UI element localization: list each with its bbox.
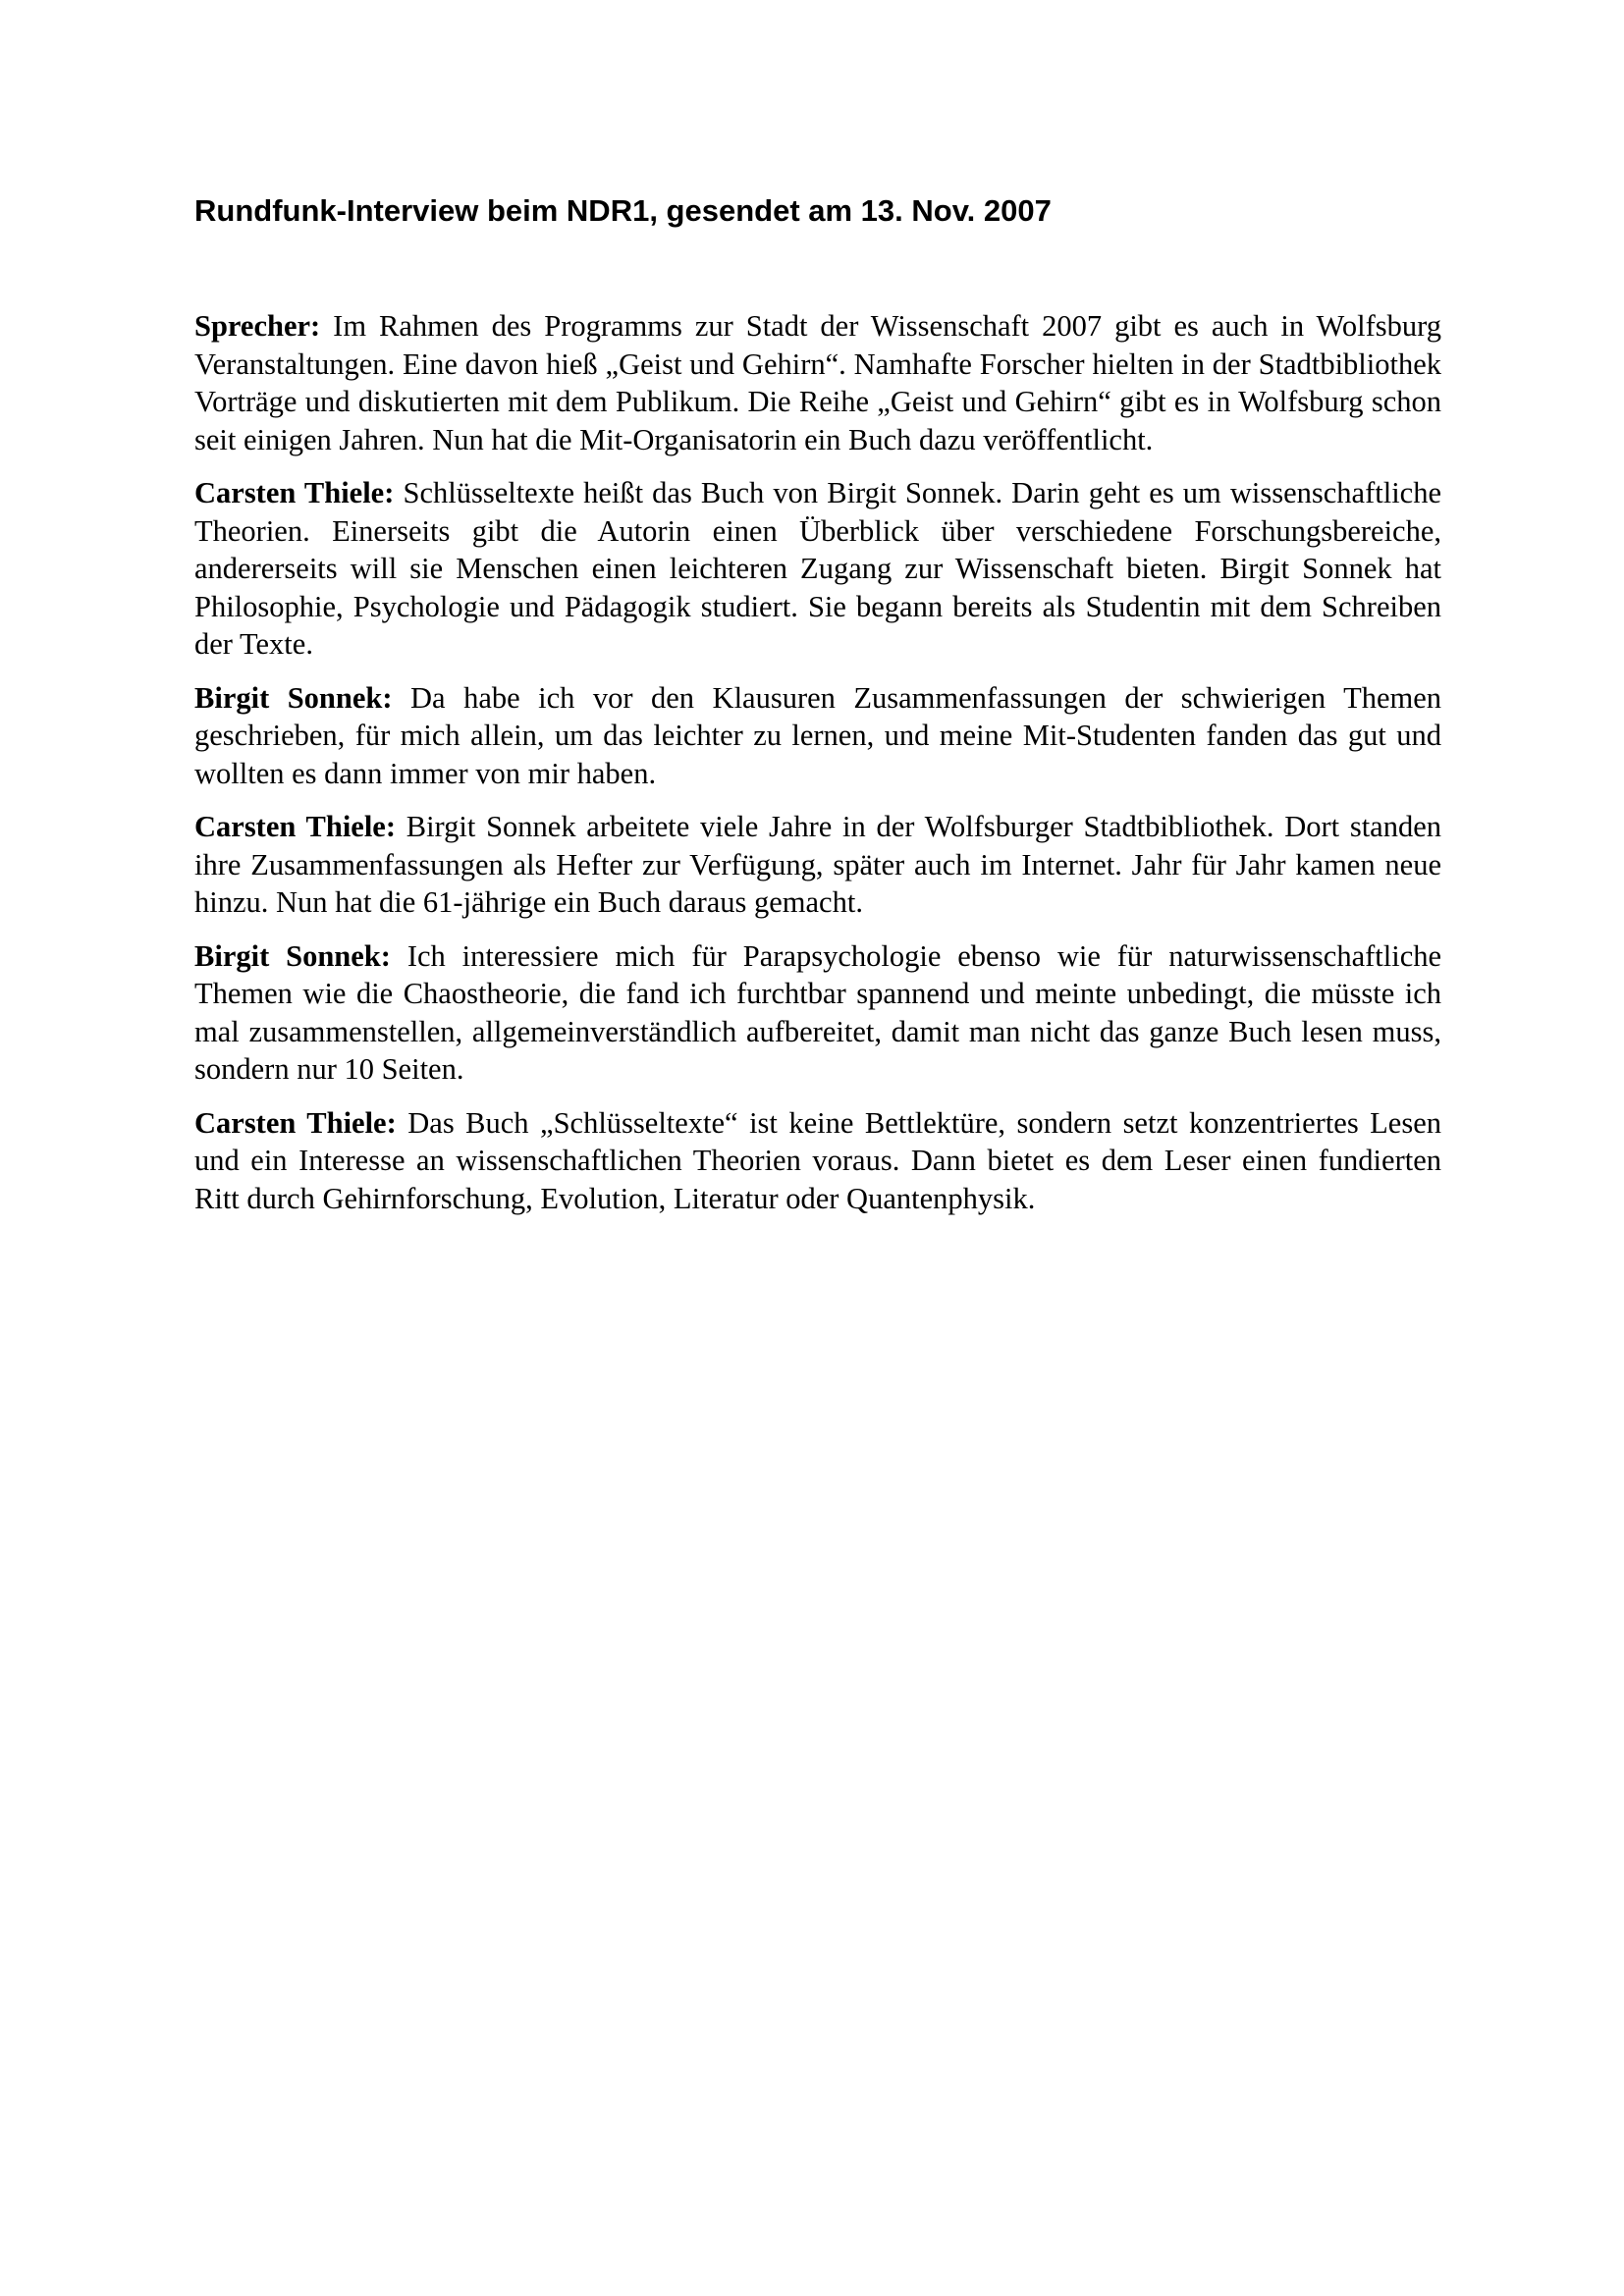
document-title: Rundfunk-Interview beim NDR1, gesendet am 13. Nov. 2007 bbox=[194, 193, 1052, 228]
transcript-paragraph-6 bbox=[194, 1104, 1441, 1218]
speaker-text: Da habe ich vor den Klausuren Zusammenfassungen der schwierigen Themen geschrieben, für mich allein, um das leichter zu lernen, und meine Mit-Studenten fanden das gut und wollten es dann immer von mir haben. bbox=[194, 680, 1442, 790]
transcript-paragraph-5 bbox=[194, 937, 1441, 1089]
speaker-text: Schlüsseltexte heißt das Buch von Birgit Sonnek. Darin geht es um wissenschaftliche Theorien. Einerseits gibt die Autorin einen Überblick über verschiedene Forschungsbereiche, andererseits will sie Menschen einen leichteren Zugang zur Wissenschaft bieten. Birgit Sonnek hat Philosophie, Psychologie und Pädagogik studiert. Sie begann bereits als Studentin mit dem Schreiben der Texte. bbox=[194, 476, 1442, 661]
speaker-label: Carsten Thiele: bbox=[194, 476, 395, 509]
transcript-paragraph-3 bbox=[194, 679, 1441, 793]
transcript-paragraph-2 bbox=[194, 474, 1441, 664]
speaker-label: Sprecher: bbox=[194, 309, 321, 343]
interview-transcript bbox=[194, 307, 1441, 1233]
speaker-text: Das Buch „Schlüsseltexte“ ist keine Bettlektüre, sondern setzt konzentriertes Lesen und ein Interesse an wissenschaftlichen Theorien voraus. Dann bietet es dem Leser einen fundierten Ritt durch Gehirnforschung, Evolution, Literatur oder Quantenphysik. bbox=[194, 1105, 1442, 1215]
speaker-label: Birgit Sonnek: bbox=[194, 938, 391, 973]
transcript-paragraph-4 bbox=[194, 808, 1441, 922]
speaker-label: Birgit Sonnek: bbox=[194, 680, 393, 715]
speaker-label: Carsten Thiele: bbox=[194, 1105, 397, 1140]
speaker-text: Im Rahmen des Programms zur Stadt der Wissenschaft 2007 gibt es auch in Wolfsburg Veranstaltungen. Eine davon hieß „Geist und Gehirn“. Namhafte Forscher hielten in der Stadtbibliothek Vorträge und diskutierten mit dem Publikum. Die Reihe „Geist und Gehirn“ gibt es in Wolfsburg schon seit einigen Jahren. Nun hat die Mit-Organisatorin ein Buch dazu veröffentlicht. bbox=[194, 309, 1441, 456]
speaker-text: Ich interessiere mich für Parapsychologie ebenso wie für naturwissenschaftliche Themen wie die Chaostheorie, die fand ich furchtbar spannend und meinte unbedingt, die müsste ich mal zusammenstellen, allgemeinverständlich aufbereitet, damit man nicht das ganze Buch lesen muss, sondern nur 10 Seiten. bbox=[194, 938, 1442, 1086]
transcript-paragraph-1 bbox=[194, 307, 1441, 458]
speaker-text: Birgit Sonnek arbeitete viele Jahre in der Wolfsburger Stadtbibliothek. Dort standen ihre Zusammenfassungen als Hefter zur Verfügung, später auch im Internet. Jahr für Jahr kamen neue hinzu. Nun hat die 61-jährige ein Buch daraus gemacht. bbox=[194, 810, 1441, 919]
speaker-label: Carsten Thiele: bbox=[194, 810, 396, 843]
